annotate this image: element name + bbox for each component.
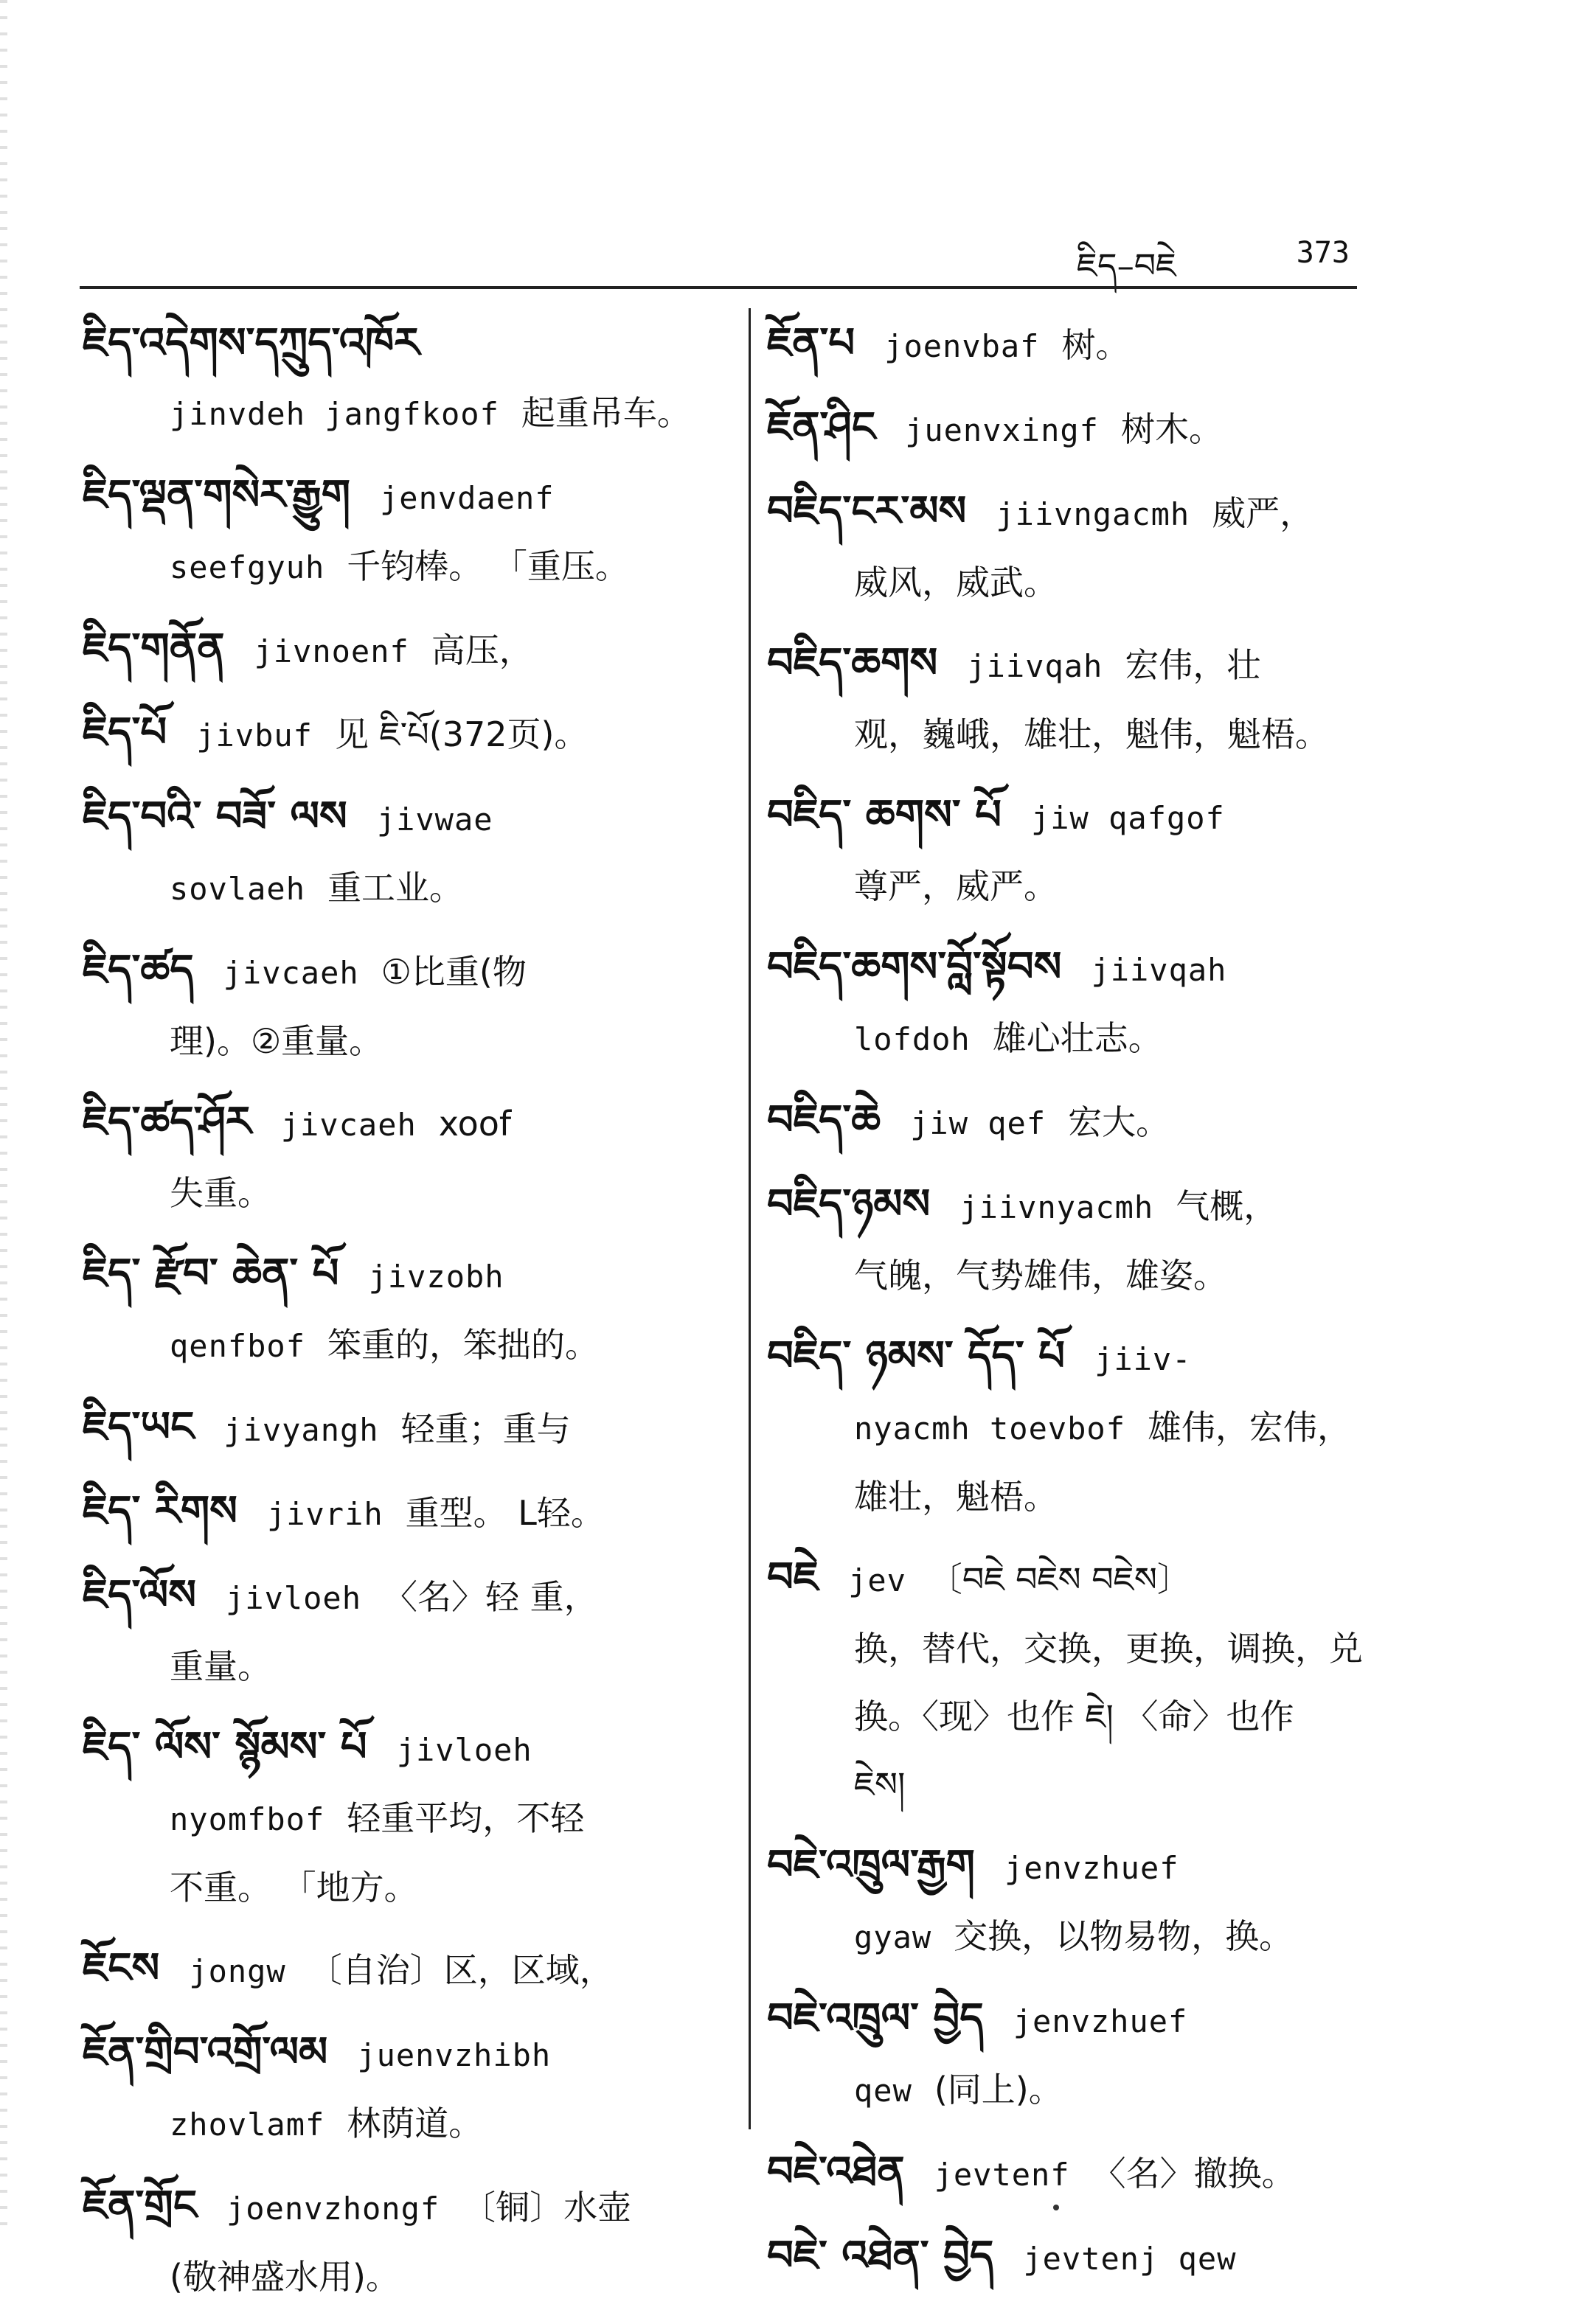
chinese-gloss: 雄心壮志。 <box>992 1018 1162 1058</box>
entry-line <box>767 933 1372 1004</box>
chinese-gloss: 重工业。 <box>327 868 464 908</box>
romanization: lofdoh <box>854 1021 971 1057</box>
tibetan-headword: ཇིད་ལོས <box>83 1571 196 1619</box>
tibetan-headword: བཇིད་ཆགས་བློ་སྟོབས <box>767 943 1062 991</box>
dictionary-entry <box>83 1240 732 1380</box>
romanization: joenvbaf <box>884 328 1040 364</box>
header-rule <box>80 286 1357 289</box>
entry-line <box>83 1562 732 1632</box>
tibetan-headword: བཇིད་ ཆགས་ པོ <box>767 791 1002 839</box>
chinese-gloss: (同上)。 <box>934 2070 1063 2109</box>
romanization: joenvzhongf <box>226 2191 440 2227</box>
page-header <box>1032 229 1350 288</box>
chinese-gloss: 宏大。 <box>1068 1102 1170 1142</box>
entry-line <box>767 1683 1372 1750</box>
romanization: jivnoenf <box>254 633 409 669</box>
tibetan-headword: བཇིད་ ཉམས་ དོད་ པོ <box>767 1332 1066 1380</box>
chinese-gloss: 〈名〉撤换。 <box>1092 2154 1296 2193</box>
chinese-gloss: 观，巍峨，雄壮，魁伟，魁梧。 <box>854 714 1329 754</box>
chinese-gloss: 〔铜〕水壶 <box>462 2188 632 2227</box>
chinese-gloss: 树。 <box>1061 325 1130 365</box>
dictionary-entry <box>83 615 732 686</box>
chinese-gloss: 高压， <box>431 630 533 670</box>
romanization: nyomfbof <box>170 1801 325 1837</box>
chinese-gloss: 宏伟，壮 <box>1125 645 1261 685</box>
dictionary-entry <box>83 2019 732 2159</box>
entry-line <box>83 936 732 1007</box>
chinese-gloss: 重型。 L轻。 <box>405 1493 605 1533</box>
romanization: jivwae <box>376 801 493 838</box>
tibetan-headword: བཇེ་འཐེན <box>767 2148 905 2196</box>
dictionary-entry <box>83 1478 732 1548</box>
dictionary-entry <box>767 782 1372 920</box>
dictionary-entry <box>767 1087 1372 1158</box>
tibetan-headword: བཇིད་ཆེ <box>767 1096 881 1144</box>
chinese-gloss: 雄伟，宏伟， <box>1148 1408 1352 1447</box>
right-column <box>767 310 1372 2306</box>
entry-line <box>767 1242 1372 1309</box>
tibetan-headword: ཇིད་ཚད་ཤོར <box>83 1098 251 1146</box>
chinese-gloss: 〈名〉轻 重， <box>384 1577 598 1617</box>
romanization: jivloeh <box>396 1732 532 1768</box>
tibetan-headword: ཇོན་གྲིབ་འགྲོ་ལམ <box>83 2028 328 2076</box>
romanization: jiivngacmh <box>996 496 1190 532</box>
running-head: ཇིད–བཇེ <box>1077 246 1177 285</box>
tibetan-headword: ཇིད་འདེགས་དཀྲུད་འཁོར <box>83 319 420 367</box>
romanization: juenvzhibh <box>357 2037 552 2073</box>
dictionary-entry <box>767 630 1372 768</box>
dictionary-entry <box>83 2172 732 2311</box>
entry-line <box>767 2056 1372 2125</box>
chinese-gloss: 失重。 <box>170 1173 271 1213</box>
dictionary-entry <box>83 699 732 770</box>
left-column <box>83 310 732 2324</box>
entry-line <box>83 310 732 379</box>
entry-line <box>767 1831 1372 1902</box>
chinese-gloss: 轻重平均，不轻 <box>347 1798 585 1838</box>
chinese-gloss: 理)。②重量。 <box>170 1021 384 1061</box>
entry-line <box>83 379 732 448</box>
romanization: jongw <box>189 1953 286 1989</box>
dictionary-entry <box>83 1088 732 1227</box>
tibetan-headword: ཇིད་བའི་ བཟོ་ ལས <box>83 793 347 841</box>
romanization: qew <box>854 2073 912 2109</box>
entry-line <box>83 1088 732 1159</box>
romanization: zhovlamf <box>170 2106 325 2143</box>
romanization: nyacmh toevbof <box>854 1410 1126 1447</box>
dictionary-entry <box>83 783 732 923</box>
romanization: jevtenj qew <box>1023 2241 1237 2277</box>
tibetan-headword: ཇིད་ཚད <box>83 946 194 994</box>
tibetan-headword: བཇིད་ཉམས <box>767 1180 931 1228</box>
dictionary-entry <box>767 2138 1372 2209</box>
romanization: jenvzhuef <box>1013 2003 1188 2039</box>
entry-line <box>767 394 1372 465</box>
dictionary-entry <box>83 1935 732 2005</box>
chinese-gloss: 见 ཇི་པོ(372页)。 <box>334 714 589 754</box>
tibetan-headword: བཇིད་ཆགས <box>767 639 938 687</box>
page-number: 373 <box>1296 236 1350 270</box>
dictionary-entry <box>767 1171 1372 1309</box>
chinese-gloss: 起重吊车。 <box>521 393 691 433</box>
romanization: sovlaeh <box>170 871 306 907</box>
entry-line <box>83 1714 732 1784</box>
dictionary-entry <box>767 1985 1372 2125</box>
chinese-gloss: 气魄，气势雄伟，雄姿。 <box>854 1256 1227 1295</box>
entry-line <box>767 2222 1372 2293</box>
dictionary-entry <box>767 394 1372 465</box>
dictionary-entry <box>83 936 732 1075</box>
dictionary-entry <box>83 1714 732 1921</box>
entry-line <box>83 462 732 532</box>
chinese-gloss: 换。〈现〉也作 ཇེ། 〈命〉也作 <box>854 1697 1294 1736</box>
chinese-gloss: (敬神盛水用)。 <box>170 2257 400 2297</box>
tibetan-headword: བཇིད་ངར་མས <box>767 487 967 535</box>
tibetan-headword: བཇེ <box>767 1554 819 1601</box>
entry-line <box>767 2138 1372 2209</box>
tibetan-headword: ཇོན་གྲོང <box>83 2182 198 2230</box>
romanization: jenvzhuef <box>1004 1850 1179 1886</box>
tibetan-headword: ཇིད་གནོན <box>83 625 225 672</box>
scan-edge-marks <box>0 0 7 2238</box>
romanization: jiw qafgof <box>1030 800 1225 836</box>
entry-line <box>767 1902 1372 1972</box>
entry-line <box>83 2090 732 2159</box>
dictionary-entry <box>767 478 1372 616</box>
tibetan-headword: ཇིད་ རིགས <box>83 1487 237 1535</box>
dictionary-entry <box>767 2222 1372 2293</box>
chinese-gloss: 〔བཇེ བཇེས བཇེས〕 <box>928 1559 1191 1599</box>
chinese-gloss: xoof <box>438 1104 512 1144</box>
tibetan-headword: ཇོན་ཤིང <box>767 403 876 451</box>
romanization: jivzobh <box>368 1259 504 1295</box>
chinese-gloss: 尊严，威严。 <box>854 866 1058 906</box>
romanization: jev <box>848 1562 906 1598</box>
romanization: jinvdeh jangfkoof <box>170 396 499 432</box>
tibetan-headword: ཇིད་ཡང <box>83 1403 195 1451</box>
romanization: jiiv- <box>1094 1341 1192 1377</box>
entry-line <box>767 1004 1372 1074</box>
romanization: jivrih <box>266 1496 384 1532</box>
romanization: gyaw <box>854 1919 932 1955</box>
entry-line <box>83 532 732 602</box>
entry-line <box>767 630 1372 700</box>
entry-line <box>83 615 732 686</box>
entry-line <box>83 1935 732 2005</box>
chinese-gloss: 树木。 <box>1120 409 1223 449</box>
chinese-gloss: 交换，以物易物，换。 <box>954 1916 1294 1956</box>
entry-line <box>83 1854 732 1921</box>
entry-line <box>83 2172 732 2243</box>
tibetan-headword: ཇོངས <box>83 1944 160 1992</box>
tibetan-headword: ཇིད་ ལོས་ སྙོམས་ པོ <box>83 1723 367 1771</box>
romanization: jiivqah <box>967 648 1103 684</box>
tibetan-headword: ཇིད་ རྫོབ་ ཆེན་ པོ <box>83 1250 339 1298</box>
chinese-gloss: 千钧棒。 「重压。 <box>347 546 629 586</box>
chinese-gloss: 林荫道。 <box>347 2104 483 2143</box>
entry-line <box>83 1394 732 1464</box>
entry-line <box>83 1159 732 1227</box>
chinese-gloss: 轻重；重与 <box>400 1409 571 1449</box>
entry-line <box>767 782 1372 852</box>
tibetan-headword: ཇོན་པ <box>767 319 856 367</box>
dictionary-entry <box>83 1562 732 1700</box>
chinese-gloss: 雄壮，魁梧。 <box>854 1477 1058 1517</box>
chinese-gloss: 换，替代，交换，更换，调换，兑 <box>854 1629 1363 1669</box>
entry-line <box>83 2243 732 2311</box>
entry-line <box>83 1311 732 1380</box>
entry-line <box>767 1463 1372 1531</box>
romanization: seefgyuh <box>170 549 325 585</box>
column-divider <box>749 308 751 2129</box>
chinese-gloss: 气概， <box>1176 1186 1278 1226</box>
entry-line <box>767 1544 1372 1615</box>
tibetan-headword: ཇིད་ལྡན་གསེར་རྒྱུག <box>83 471 350 519</box>
entry-line <box>83 1632 732 1700</box>
speck <box>1053 2205 1059 2210</box>
entry-line <box>767 1750 1372 1818</box>
romanization: jevtenf <box>934 2157 1070 2193</box>
romanization: jiivqah <box>1091 952 1227 988</box>
entry-line <box>767 310 1372 380</box>
entry-line <box>767 1171 1372 1242</box>
romanization: jivyangh <box>223 1412 379 1448</box>
entry-line <box>83 1240 732 1311</box>
dictionary-entry <box>83 462 732 602</box>
entry-line <box>83 1478 732 1548</box>
dictionary-entry <box>767 1323 1372 1531</box>
entry-line <box>767 700 1372 768</box>
entry-line <box>767 478 1372 549</box>
romanization: qenfbof <box>170 1328 306 1364</box>
entry-line <box>83 854 732 923</box>
entry-line <box>767 852 1372 920</box>
tibetan-headword: བཇེ་ འཐེན་ བྱེད <box>767 2232 994 2280</box>
entry-line <box>767 1323 1372 1394</box>
romanization: jenvdaenf <box>380 480 555 516</box>
dictionary-entry <box>83 1394 732 1464</box>
romanization: jivloeh <box>226 1580 362 1616</box>
tibetan-headword: བཇེ་འཁྲུལ་ བྱེད <box>767 1994 984 2042</box>
dictionary-entry <box>83 310 732 448</box>
entry-line <box>767 1615 1372 1683</box>
chinese-gloss: ①比重(物 <box>381 952 527 992</box>
tibetan-headword: ཇིད་པོ <box>83 709 167 756</box>
entry-line <box>767 1087 1372 1158</box>
entry-line <box>83 1007 732 1075</box>
chinese-gloss: 笨重的，笨拙的。 <box>327 1325 600 1365</box>
romanization: jiw qef <box>910 1105 1047 1141</box>
dictionary-entry <box>767 1831 1372 1972</box>
chinese-gloss: 威风，威武。 <box>854 563 1058 602</box>
romanization: jiivnyacmh <box>959 1189 1154 1225</box>
entry-line <box>83 1784 732 1854</box>
entry-line <box>83 2019 732 2090</box>
chinese-gloss: ཇེས། <box>854 1764 906 1804</box>
chinese-gloss: 不重。 「地方。 <box>170 1868 418 1907</box>
romanization: juenvxingf <box>905 412 1099 448</box>
dictionary-entry <box>767 310 1372 380</box>
chinese-gloss: 重量。 <box>170 1646 271 1686</box>
dictionary-entry <box>767 933 1372 1074</box>
romanization: jivbuf <box>196 717 313 754</box>
entry-line <box>83 699 732 770</box>
romanization: jivcaeh <box>223 955 359 991</box>
tibetan-headword: བཇེ་འཁྲུལ་རྒྱག <box>767 1841 975 1889</box>
romanization: jivcaeh <box>280 1107 417 1143</box>
dictionary-entry <box>767 1544 1372 1818</box>
entry-line <box>767 1394 1372 1463</box>
chinese-gloss: 威严， <box>1212 493 1314 533</box>
entry-line <box>767 549 1372 616</box>
chinese-gloss: 〔自治〕区，区域， <box>308 1950 614 1990</box>
entry-line <box>767 1985 1372 2056</box>
entry-line <box>83 783 732 854</box>
